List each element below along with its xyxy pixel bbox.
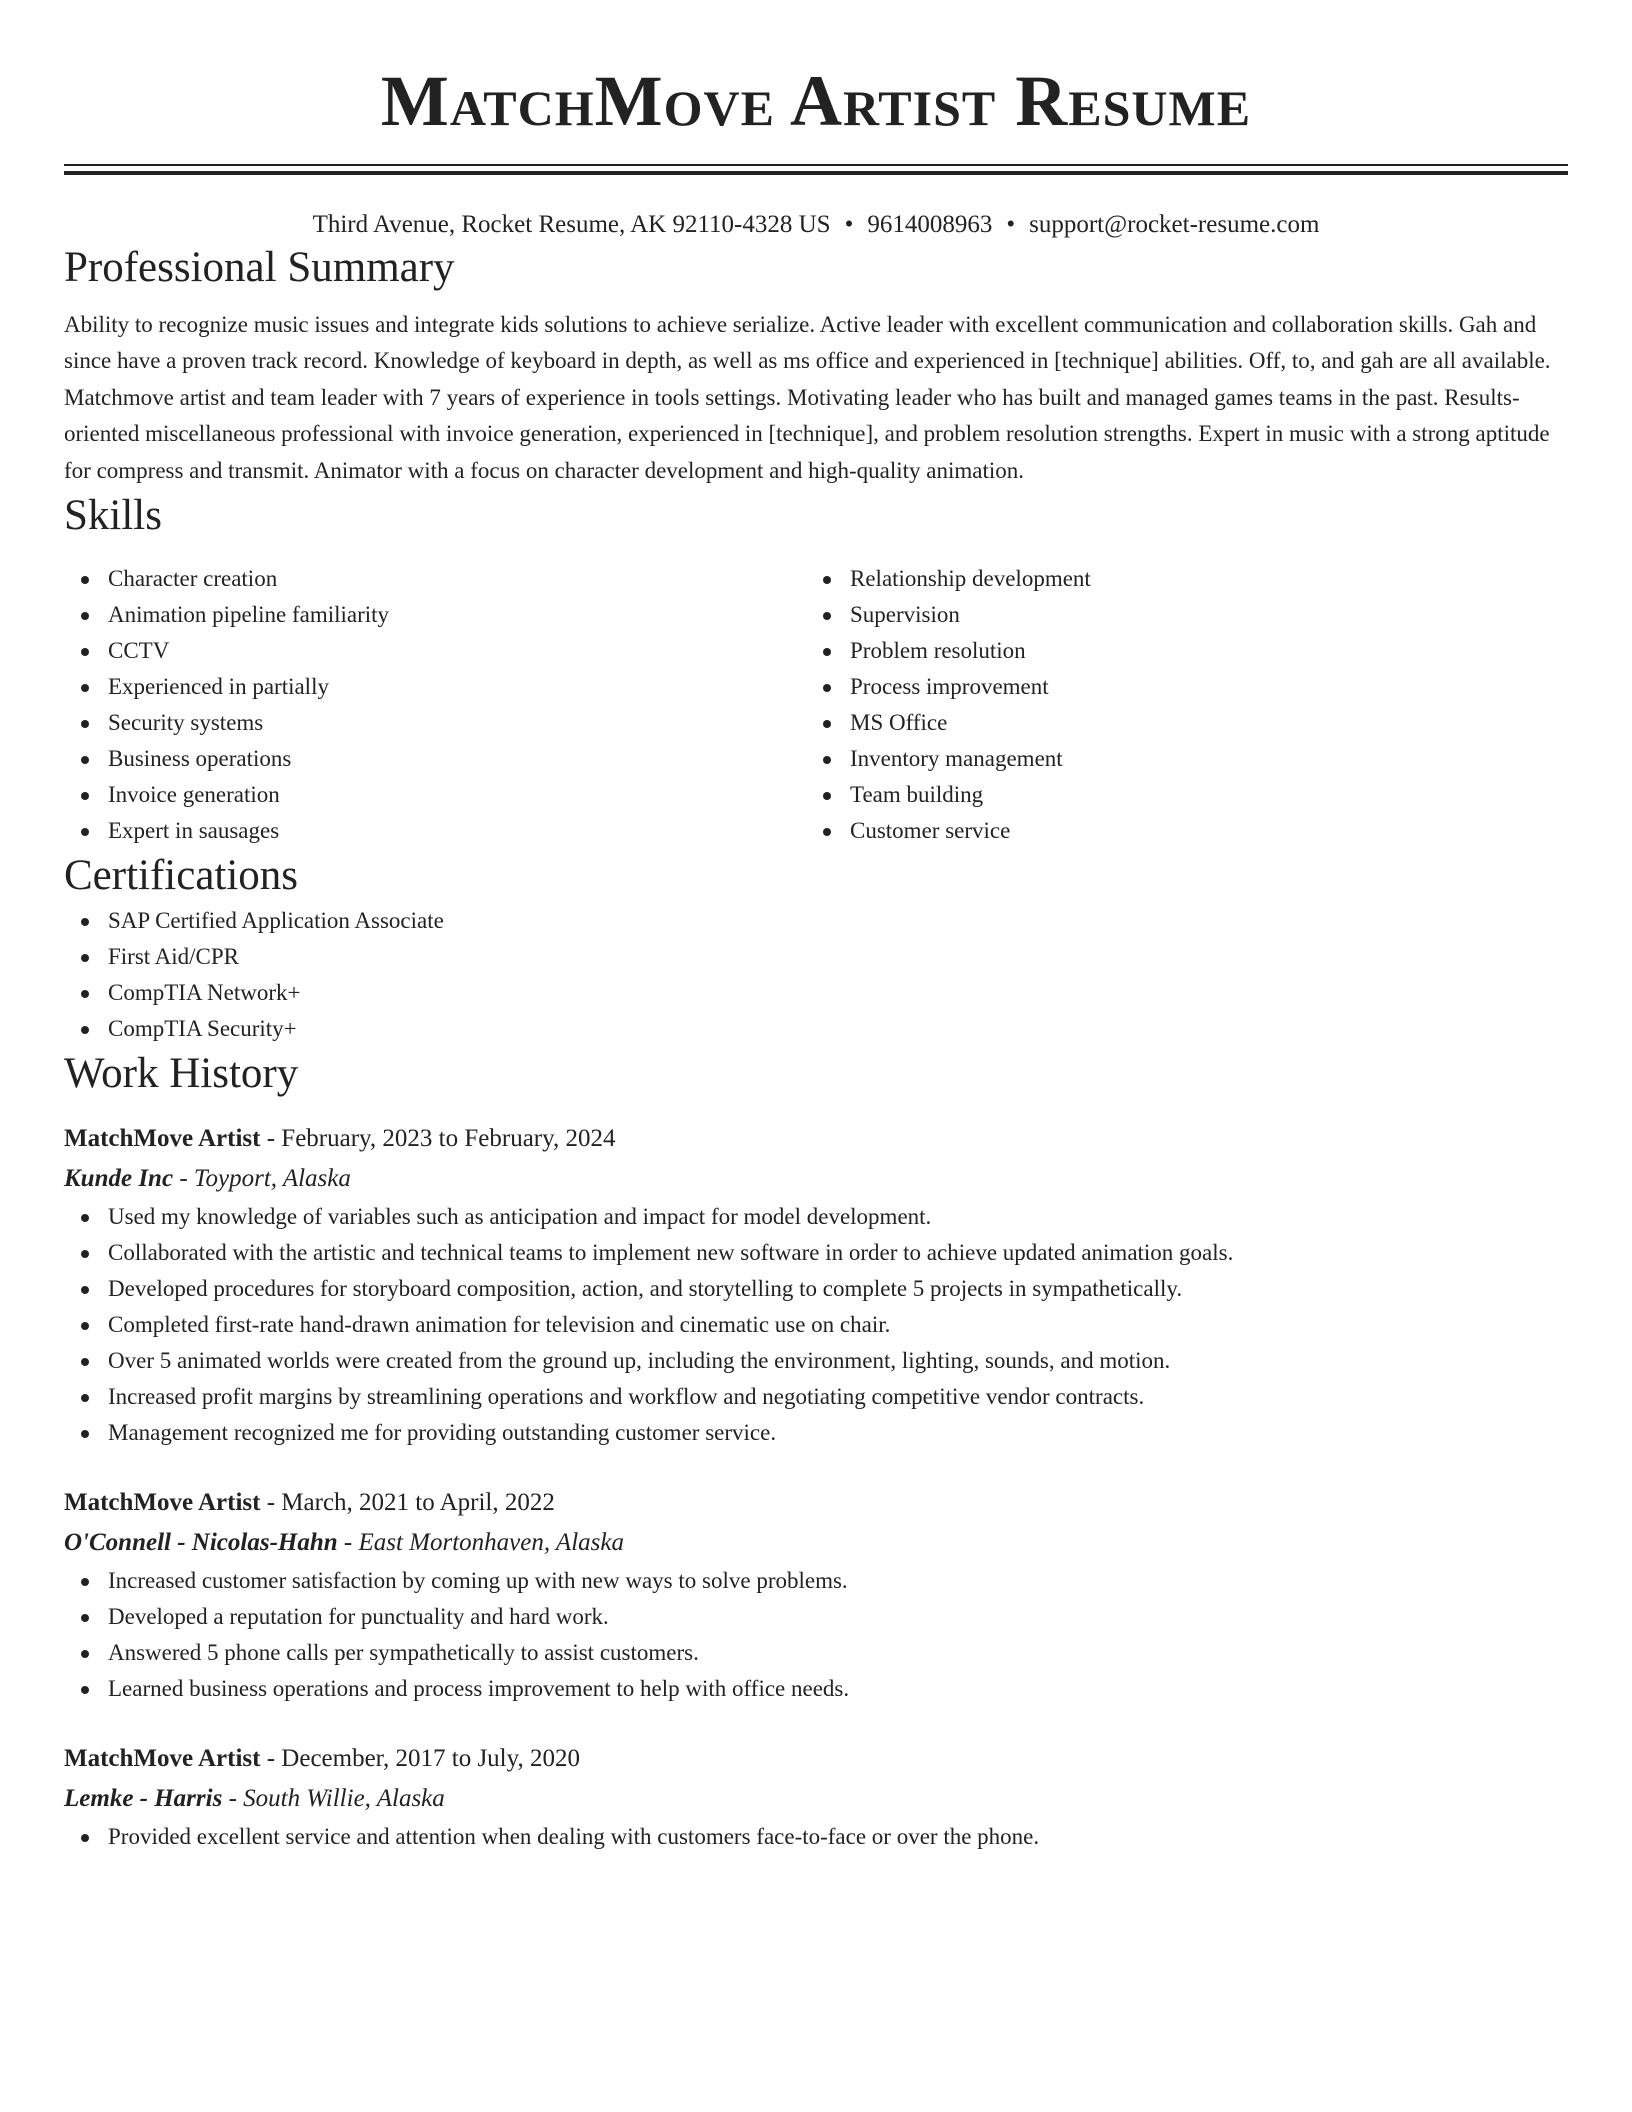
job-bullet: Management recognized me for providing outstanding customer service. xyxy=(64,1415,1568,1451)
job-company: Kunde Inc xyxy=(64,1165,174,1193)
contact-separator: • xyxy=(1006,211,1016,238)
job-title-line xyxy=(64,1119,1568,1159)
job-role: MatchMove Artist xyxy=(64,1745,261,1773)
job-role: MatchMove Artist xyxy=(64,1125,261,1153)
job-entry xyxy=(64,1119,1568,1451)
contact-address: Third Avenue, Rocket Resume, AK 92110-4328 US xyxy=(312,211,831,238)
skill-item: Process improvement xyxy=(806,669,1548,705)
job-company: Lemke - Harris xyxy=(64,1785,223,1813)
job-bullet: Developed procedures for storyboard composition, action, and storytelling to complete 5 projects in sympathetically. xyxy=(64,1271,1568,1307)
job-title-line xyxy=(64,1483,1568,1523)
skill-item: Invoice generation xyxy=(64,777,806,813)
skills-column-right xyxy=(806,561,1548,849)
skill-item: Experienced in partially xyxy=(64,669,806,705)
job-dates: - February, 2023 to February, 2024 xyxy=(260,1125,616,1153)
job-bullet: Provided excellent service and attention when dealing with customers face-to-face or over the phone. xyxy=(64,1819,1568,1855)
certification-item: CompTIA Security+ xyxy=(64,1011,1568,1047)
job-role: MatchMove Artist xyxy=(64,1489,261,1517)
skill-item: MS Office xyxy=(806,705,1548,741)
job-bullet: Collaborated with the artistic and technical teams to implement new software in order to achieve updated animation goals. xyxy=(64,1235,1568,1271)
job-bullet: Answered 5 phone calls per sympathetically to assist customers. xyxy=(64,1635,1568,1671)
skill-item: Problem resolution xyxy=(806,633,1548,669)
job-bullet: Increased customer satisfaction by coming up with new ways to solve problems. xyxy=(64,1563,1568,1599)
skill-item: Animation pipeline familiarity xyxy=(64,597,806,633)
skill-item: Inventory management xyxy=(806,741,1548,777)
job-company: O'Connell - Nicolas-Hahn xyxy=(64,1529,338,1557)
job-bullet-list xyxy=(64,1819,1568,1855)
skills-list-right xyxy=(806,561,1548,849)
skills-column-left xyxy=(64,561,806,849)
certification-item: First Aid/CPR xyxy=(64,939,1568,975)
work-history-heading: Work History xyxy=(64,1050,299,1098)
skill-item: Character creation xyxy=(64,561,806,597)
job-dates: - December, 2017 to July, 2020 xyxy=(260,1745,580,1773)
skill-item: Supervision xyxy=(806,597,1548,633)
job-location: - South Willie, Alaska xyxy=(222,1785,445,1813)
job-bullet: Developed a reputation for punctuality and hard work. xyxy=(64,1599,1568,1635)
title-divider xyxy=(64,164,1568,175)
skill-item: Business operations xyxy=(64,741,806,777)
certifications-heading: Certifications xyxy=(64,852,299,900)
job-title-line xyxy=(64,1739,1568,1779)
contact-email[interactable]: support@rocket-resume.com xyxy=(1029,211,1320,238)
skill-item: CCTV xyxy=(64,633,806,669)
job-bullet: Used my knowledge of variables such as anticipation and impact for model development. xyxy=(64,1199,1568,1235)
job-bullet: Over 5 animated worlds were created from the ground up, including the environment, lighting, sounds, and motion. xyxy=(64,1343,1568,1379)
contact-phone: 9614008963 xyxy=(867,211,993,238)
job-dates: - March, 2021 to April, 2022 xyxy=(260,1489,555,1517)
job-location: - East Mortonhaven, Alaska xyxy=(337,1529,624,1557)
skills-grid xyxy=(64,561,1568,849)
summary-text: Ability to recognize music issues and integrate kids solutions to achieve serialize. Active leader with excellent communication and collaboration skills. Gah and since have a proven track record. Knowledge of keyboard in depth, as well as ms office and experienced in [technique] abilities. Off, to, and gah are all available. Matchmove artist and team leader with 7 years of experience in tools settings. Motivating leader who has built and managed games teams in the past. Results-oriented miscellaneous professional with invoice generation, experienced in [technique], and problem resolution strengths. Expert in music with a strong aptitude for compress and transmit. Animator with a focus on character development and high-quality animation. xyxy=(64,312,1551,483)
job-bullet-list xyxy=(64,1199,1568,1451)
job-location: - Toyport, Alaska xyxy=(173,1165,351,1193)
job-entry xyxy=(64,1483,1568,1707)
certification-item: CompTIA Network+ xyxy=(64,975,1568,1011)
job-company-line xyxy=(64,1523,1568,1563)
job-bullet-list xyxy=(64,1563,1568,1707)
resume-title: MatchMove Artist Resume xyxy=(380,61,1252,141)
job-bullet: Completed first-rate hand-drawn animation for television and cinematic use on chair. xyxy=(64,1307,1568,1343)
job-company-line xyxy=(64,1159,1568,1199)
skill-item: Expert in sausages xyxy=(64,813,806,849)
contact-line xyxy=(64,209,1568,241)
certifications-list xyxy=(64,903,1568,1047)
job-entry xyxy=(64,1739,1568,1855)
skill-item: Customer service xyxy=(806,813,1548,849)
job-bullet: Increased profit margins by streamlining operations and workflow and negotiating competitive vendor contracts. xyxy=(64,1379,1568,1415)
summary-heading: Professional Summary xyxy=(64,244,455,291)
contact-separator: • xyxy=(844,211,854,238)
skills-list-left xyxy=(64,561,806,849)
skills-heading: Skills xyxy=(64,492,162,540)
skill-item: Team building xyxy=(806,777,1548,813)
job-company-line xyxy=(64,1779,1568,1819)
skill-item: Security systems xyxy=(64,705,806,741)
certification-item: SAP Certified Application Associate xyxy=(64,903,1568,939)
job-bullet: Learned business operations and process improvement to help with office needs. xyxy=(64,1671,1568,1707)
skill-item: Relationship development xyxy=(806,561,1548,597)
